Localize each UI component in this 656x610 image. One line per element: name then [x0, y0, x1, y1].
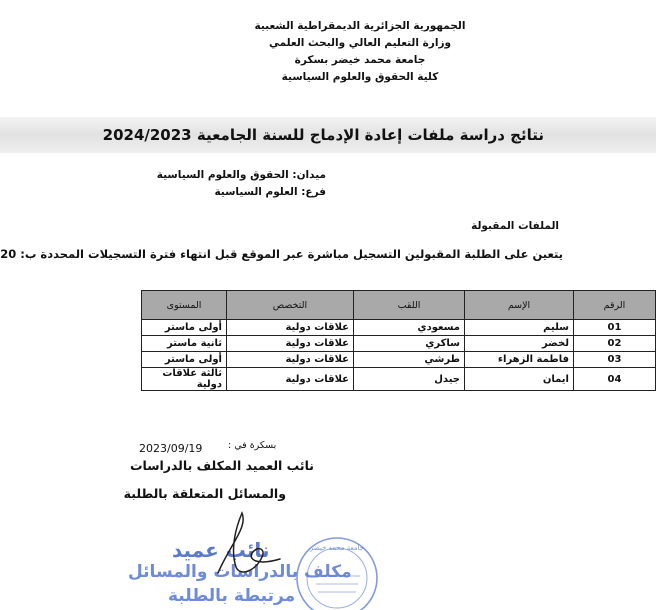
col-header-last-name: اللقب	[354, 291, 465, 320]
footer-date-label: بسكرة في :	[228, 440, 277, 451]
table-header-row	[142, 291, 656, 320]
cell-level: ثانية ماستر	[142, 336, 227, 352]
cell-last-name: مسعودي	[354, 320, 465, 336]
cell-first-name: سليم	[465, 320, 574, 336]
field-domain: ميدان: الحقوق والعلوم السياسية	[156, 169, 326, 181]
cell-specialty: علاقات دولية	[227, 336, 354, 352]
col-header-number: الرقم	[574, 291, 656, 320]
table-row	[142, 320, 656, 336]
cell-specialty: علاقات دولية	[227, 352, 354, 368]
cell-level: ثالثة علاقات دولية	[142, 368, 227, 391]
table-row	[142, 352, 656, 368]
footer-date: 2023/09/19	[139, 442, 203, 455]
stamp-line-2: مكلف بالدراسات والمسائل	[128, 562, 352, 582]
cell-last-name: جيدل	[354, 368, 465, 391]
col-header-level: المستوى	[142, 291, 227, 320]
cell-first-name: ايمان	[465, 368, 574, 391]
page-title: نتائج دراسة ملفات إعادة الإدماج للسنة الجامعية 2024/2023	[102, 126, 544, 144]
signatory-line-2: والمسائل المتعلقة بالطلبة	[123, 486, 286, 501]
header-republic: الجمهورية الجزائرية الديمقراطية الشعبية	[254, 20, 466, 32]
round-seal-icon	[292, 530, 382, 610]
signatory-line-1: نائب العميد المكلف بالدراسات	[129, 458, 314, 473]
header-university: جامعة محمد خيضر بسكرة	[294, 54, 426, 66]
cell-first-name: فاطمة الزهراء	[465, 352, 574, 368]
notice-text: يتعين على الطلبة المقبولين التسجيل مباشرة عبر الموقع قبل انتهاء فترة التسجيلات المحددة ب: 20	[0, 247, 563, 261]
cell-level: أولى ماستر	[142, 320, 227, 336]
section-label: الملفات المقبولة	[471, 220, 559, 232]
cell-number: 01	[574, 320, 656, 336]
header-faculty: كلية الحقوق والعلوم السياسية	[281, 71, 439, 83]
cell-number: 02	[574, 336, 656, 352]
table-row	[142, 368, 656, 391]
header-ministry: وزارة التعليم العالي والبحث العلمي	[268, 37, 452, 49]
cell-last-name: ساكري	[354, 336, 465, 352]
field-branch: فرع: العلوم السياسية	[214, 186, 326, 198]
cell-first-name: لخضر	[465, 336, 574, 352]
table-row	[142, 336, 656, 352]
cell-number: 04	[574, 368, 656, 391]
results-table	[141, 290, 656, 391]
stamp-line-3: مرتبطة بالطلبة	[168, 586, 296, 606]
col-header-first-name: الإسم	[465, 291, 574, 320]
svg-text:جامعة محمد خيضر: جامعة محمد خيضر	[309, 544, 365, 552]
cell-number: 03	[574, 352, 656, 368]
col-header-specialty: التخصص	[227, 291, 354, 320]
stamp-line-1: نائب عميد	[172, 538, 270, 562]
cell-specialty: علاقات دولية	[227, 368, 354, 391]
cell-specialty: علاقات دولية	[227, 320, 354, 336]
cell-level: أولى ماستر	[142, 352, 227, 368]
cell-last-name: طرشي	[354, 352, 465, 368]
